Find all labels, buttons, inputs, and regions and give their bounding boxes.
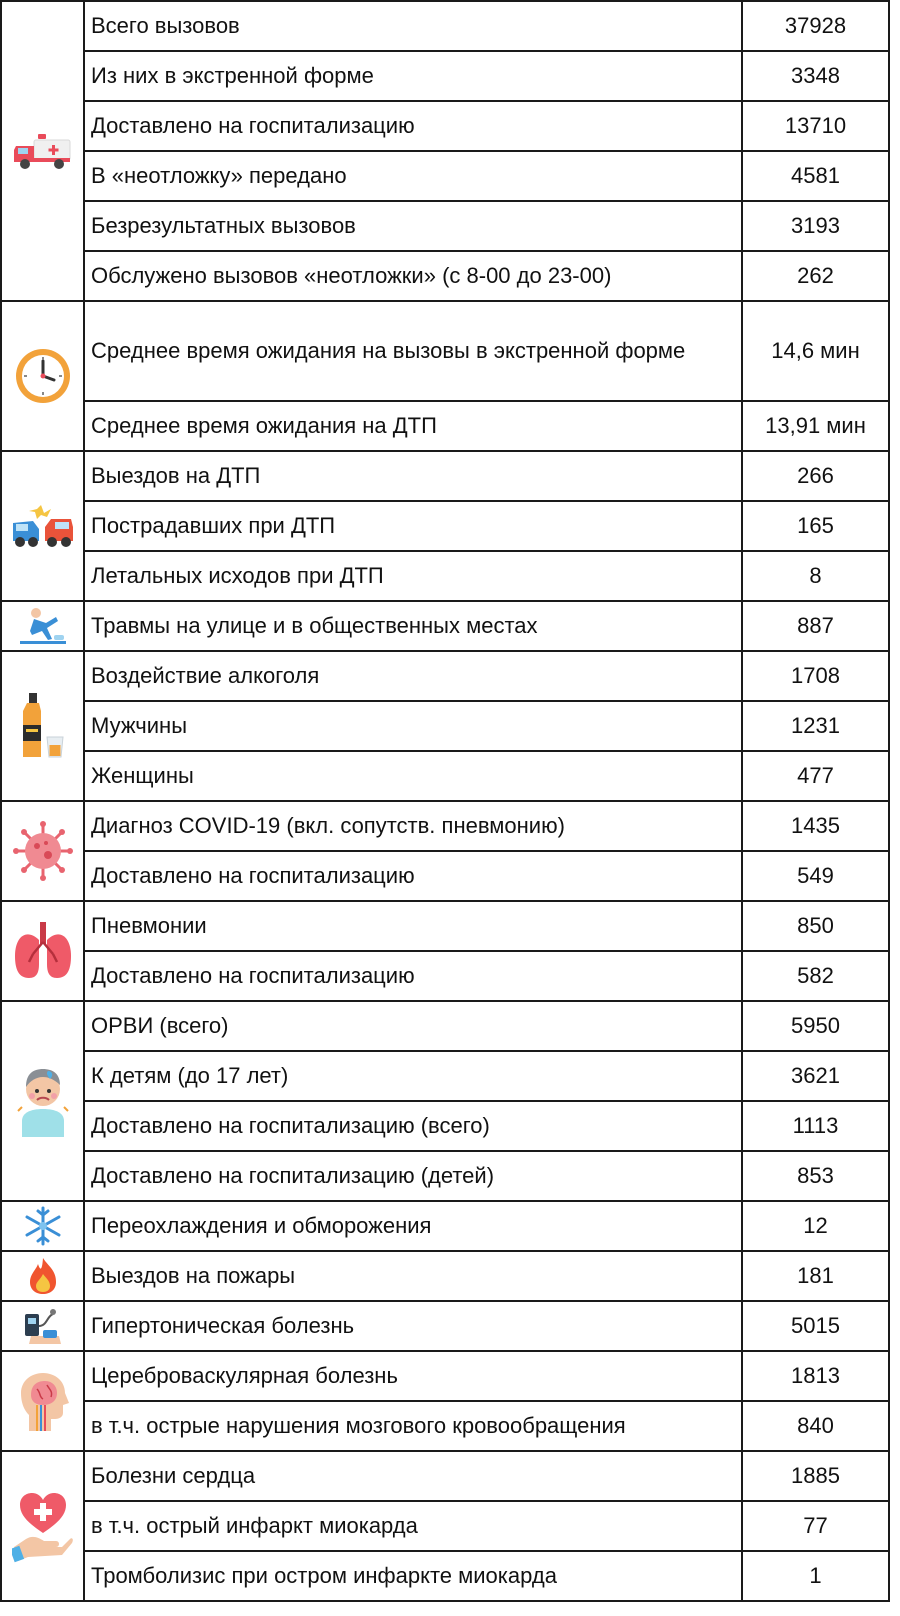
row-value: 14,6 мин [742,301,889,401]
lungs-icon [1,901,84,1001]
row-value: 262 [742,251,889,301]
row-value: 1231 [742,701,889,751]
row-label: Мужчины [84,701,742,751]
row-label: Выездов на ДТП [84,451,742,501]
sick-person-icon [1,1001,84,1201]
row-value: 1708 [742,651,889,701]
row-value: 840 [742,1401,889,1451]
row-label: Среднее время ожидания на ДТП [84,401,742,451]
row-value: 3348 [742,51,889,101]
row-value: 13,91 мин [742,401,889,451]
row-label: Женщины [84,751,742,801]
row-value: 850 [742,901,889,951]
row-value: 1813 [742,1351,889,1401]
row-value: 165 [742,501,889,551]
row-label: Из них в экстренной форме [84,51,742,101]
row-label: Пострадавших при ДТП [84,501,742,551]
fire-icon [1,1251,84,1301]
row-label: Выездов на пожары [84,1251,742,1301]
row-label: Доставлено на госпитализацию (всего) [84,1101,742,1151]
row-label: К детям (до 17 лет) [84,1051,742,1101]
row-label: в т.ч. острый инфаркт миокарда [84,1501,742,1551]
row-value: 1435 [742,801,889,851]
row-label: Обслужено вызовов «неотложки» (с 8-00 до 23-00) [84,251,742,301]
row-label: Доставлено на госпитализацию [84,951,742,1001]
row-value: 12 [742,1201,889,1251]
row-value: 1113 [742,1101,889,1151]
row-value: 3621 [742,1051,889,1101]
ambulance-icon [1,1,84,301]
row-value: 5950 [742,1001,889,1051]
row-label: Пневмонии [84,901,742,951]
row-label: Доставлено на госпитализацию (детей) [84,1151,742,1201]
brain-icon [1,1351,84,1451]
row-label: Летальных исходов при ДТП [84,551,742,601]
row-label: Диагноз COVID-19 (вкл. сопутств. пневмонию) [84,801,742,851]
row-value: 477 [742,751,889,801]
car-crash-icon [1,451,84,601]
row-value: 266 [742,451,889,501]
row-value: 77 [742,1501,889,1551]
row-label: Болезни сердца [84,1451,742,1501]
row-value: 582 [742,951,889,1001]
row-value: 13710 [742,101,889,151]
row-value: 1885 [742,1451,889,1501]
slip-fall-icon [1,601,84,651]
row-label: Безрезультатных вызовов [84,201,742,251]
row-value: 5015 [742,1301,889,1351]
row-label: Доставлено на госпитализацию [84,851,742,901]
row-label: Гипертоническая болезнь [84,1301,742,1351]
row-value: 3193 [742,201,889,251]
row-label: Травмы на улице и в общественных местах [84,601,742,651]
row-label: Среднее время ожидания на вызовы в экстренной форме [84,301,742,401]
snowflake-icon [1,1201,84,1251]
row-value: 8 [742,551,889,601]
row-label: ОРВИ (всего) [84,1001,742,1051]
virus-icon [1,801,84,901]
row-label: Тромболизис при остром инфаркте миокарда [84,1551,742,1601]
row-label: Цереброваскулярная болезнь [84,1351,742,1401]
row-value: 1 [742,1551,889,1601]
blood-pressure-icon [1,1301,84,1351]
row-label: Переохлаждения и обморожения [84,1201,742,1251]
row-value: 181 [742,1251,889,1301]
row-value: 887 [742,601,889,651]
row-label: Всего вызовов [84,1,742,51]
heart-hand-icon [1,1451,84,1601]
row-label: В «неотложку» передано [84,151,742,201]
clock-icon [1,301,84,451]
row-label: Доставлено на госпитализацию [84,101,742,151]
row-value: 549 [742,851,889,901]
row-value: 37928 [742,1,889,51]
row-label: в т.ч. острые нарушения мозгового кровообращения [84,1401,742,1451]
row-label: Воздействие алкоголя [84,651,742,701]
row-value: 4581 [742,151,889,201]
alcohol-bottle-icon [1,651,84,801]
row-value: 853 [742,1151,889,1201]
